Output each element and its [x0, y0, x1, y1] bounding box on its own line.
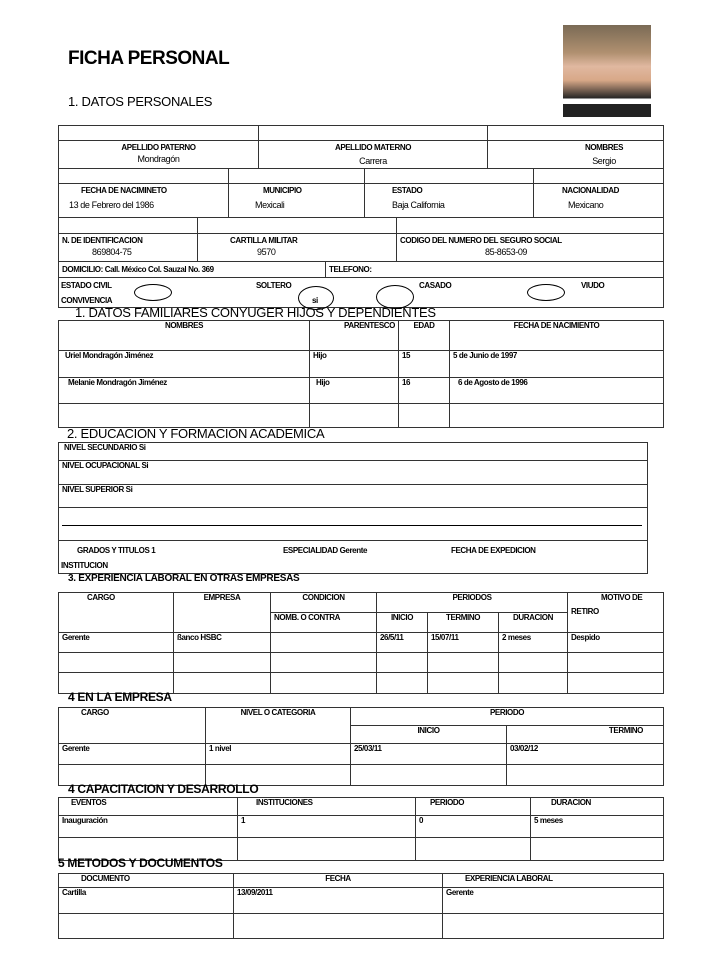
cell: 13/09/2011 — [234, 888, 443, 914]
col-header: NIVEL O CATEGORIA — [206, 708, 351, 744]
empty-cell — [416, 838, 531, 861]
familiares-table — [58, 320, 664, 428]
empty-cell — [499, 673, 568, 694]
label: CARTILLA MILITAR — [230, 236, 298, 245]
estado-civil-box — [58, 277, 664, 308]
col-header: DOCUMENTO — [59, 874, 234, 888]
estado-civil-label: ESTADO CIVIL — [61, 281, 112, 290]
empty-cell — [351, 765, 507, 786]
label: MUNICIPIO — [263, 186, 302, 195]
col-header: INICIO — [351, 726, 507, 744]
label: ESTADO — [392, 186, 423, 195]
empty-cell — [428, 653, 499, 673]
label: RETIRO — [571, 607, 599, 616]
cell: Hijo — [310, 351, 399, 378]
empty-cell — [174, 653, 271, 673]
value: 869804-75 — [92, 247, 132, 257]
value: Baja California — [392, 200, 445, 210]
page-title: FICHA PERSONAL — [68, 48, 230, 69]
fecha-expedicion-label: FECHA DE EXPEDICION — [451, 546, 536, 555]
capacitacion-table — [58, 797, 664, 861]
empty-cell — [59, 914, 234, 939]
cell: 15/07/11 — [428, 633, 499, 653]
nacionalidad-cell — [534, 184, 664, 218]
col-header: CONDICION — [271, 593, 377, 613]
table-row — [59, 404, 664, 428]
cartilla-cell — [198, 234, 397, 262]
table-row — [59, 816, 664, 838]
nivel-secundario: NIVEL SECUNDARIO Si — [59, 443, 648, 461]
institucion-label: INSTITUCION — [61, 561, 108, 570]
soltero-value: si — [312, 296, 318, 305]
table-row — [59, 653, 664, 673]
empty-cell — [377, 673, 428, 694]
section-heading-en-la-empresa: 4 EN LA EMPRESA — [68, 690, 172, 704]
cell: Uriel Mondragón Jiménez — [59, 351, 310, 378]
table-row — [59, 378, 664, 404]
datos-personales-birth — [58, 168, 664, 218]
value: Mexicano — [568, 200, 604, 210]
empty-cell — [59, 653, 174, 673]
cell: ßanco HSBC — [174, 633, 271, 653]
nivel-ocupacional: NIVEL OCUPACIONAL Si — [59, 461, 648, 485]
label: APELLIDO PATERNO — [121, 143, 196, 152]
empty-cell — [271, 673, 377, 694]
col-header: EVENTOS — [59, 798, 238, 816]
empty-cell — [238, 838, 416, 861]
cell — [271, 633, 377, 653]
fecha-nacimiento-cell — [59, 184, 229, 218]
section-heading-datos-personales: 1. DATOS PERSONALES — [68, 94, 213, 109]
grados-label: GRADOS Y TITULOS 1 — [77, 546, 156, 555]
label: FECHA DE NACIMINETO — [81, 186, 167, 195]
estado-cell — [365, 184, 534, 218]
col-header: INSTITUCIONES — [238, 798, 416, 816]
section-heading-educacion: 2. EDUCACION Y FORMACION ACADEMICA — [67, 426, 325, 441]
label: MOTIVO DE — [601, 593, 643, 602]
col-header: FECHA — [234, 874, 443, 888]
en-la-empresa-table — [58, 707, 664, 786]
datos-personales-domicilio — [58, 261, 664, 278]
col-header: EMPRESA — [174, 593, 271, 633]
table-row — [59, 744, 664, 765]
section-heading-metodos: 5 METODOS Y DOCUMENTOS — [58, 856, 223, 870]
cell: Hijo — [310, 378, 399, 404]
municipio-cell — [229, 184, 365, 218]
metodos-table — [58, 873, 664, 939]
viudo-option[interactable] — [527, 284, 565, 301]
domicilio-cell: DOMICILIO: Call. México Col. Sauzal No. 369 — [59, 262, 326, 278]
datos-personales-ids — [58, 217, 664, 262]
empty-cell — [174, 673, 271, 694]
empty-cell — [568, 673, 664, 694]
educacion-table — [58, 442, 648, 574]
cell: 03/02/12 — [507, 744, 664, 765]
empty-cell — [568, 653, 664, 673]
col-header: DURACION — [531, 798, 664, 816]
experiencia-table — [58, 592, 664, 694]
col-header: DURACION — [499, 613, 568, 633]
cell: 0 — [416, 816, 531, 838]
col-header-motivo — [568, 593, 664, 633]
especialidad-label: ESPECIALIDAD Gerente — [283, 546, 368, 555]
casado-label: CASADO — [419, 281, 452, 290]
empty-cell — [443, 914, 664, 939]
table-row — [59, 351, 664, 378]
value: Carrera — [359, 156, 387, 166]
value: Sergio — [592, 156, 616, 166]
col-header: PERIODO — [416, 798, 531, 816]
nombres-cell — [488, 141, 664, 169]
cell: 26/5/11 — [377, 633, 428, 653]
empty-cell — [531, 838, 664, 861]
empty-cell — [271, 653, 377, 673]
cell: 5 de Junio de 1997 — [450, 351, 664, 378]
cell: Gerente — [443, 888, 664, 914]
cell: 15 — [399, 351, 450, 378]
empty-cell — [377, 653, 428, 673]
value: Mondragón — [137, 154, 180, 164]
empty-cell — [499, 653, 568, 673]
cell: Cartilla — [59, 888, 234, 914]
profile-photo — [563, 25, 651, 117]
cell: 1 nivel — [206, 744, 351, 765]
cell: 6 de Agosto de 1996 — [450, 378, 664, 404]
apellido-materno-cell — [259, 141, 488, 169]
col-header: INICIO — [377, 613, 428, 633]
telefono-cell: TELEFONO: — [326, 262, 664, 278]
label: N. DE IDENTIFICACION — [62, 236, 143, 245]
convivencia-option[interactable] — [134, 284, 172, 301]
col-header: PERIODO — [351, 708, 664, 726]
table-row — [59, 914, 664, 939]
cell: Gerente — [59, 633, 174, 653]
label: NACIONALIDAD — [562, 186, 619, 195]
cell: 5 meses — [531, 816, 664, 838]
table-row — [59, 633, 664, 653]
col-header: EDAD — [399, 321, 450, 351]
divider — [62, 525, 642, 526]
section-heading-datos-familiares: 1. DATOS FAMILIARES CONYUGER HIJOS Y DEPENDIENTES — [75, 305, 436, 320]
cell: 1 — [238, 816, 416, 838]
cell: Melanie Mondragón Jiménez — [59, 378, 310, 404]
col-header: TERMINO — [428, 613, 499, 633]
col-header: CARGO — [59, 593, 174, 633]
label: CODIGO DEL NUMERO DEL SEGURO SOCIAL — [400, 236, 562, 245]
col-header: FECHA DE NACIMIENTO — [450, 321, 664, 351]
convivencia-label: CONVIVENCIA — [61, 296, 113, 305]
viudo-label: VIUDO — [581, 281, 605, 290]
label: NOMBRES — [584, 143, 624, 152]
empty-cell — [428, 673, 499, 694]
soltero-label: SOLTERO — [256, 281, 292, 290]
col-header: CARGO — [59, 708, 206, 744]
cell: Despido — [568, 633, 664, 653]
col-header: PARENTESCO — [310, 321, 399, 351]
col-header: EXPERIENCIA LABORAL — [443, 874, 664, 888]
nss-cell — [397, 234, 664, 262]
col-header: NOMBRES — [59, 321, 310, 351]
cell: 25/03/11 — [351, 744, 507, 765]
value: 85-8653-09 — [485, 247, 528, 257]
col-header: PERIODOS — [377, 593, 568, 613]
grados-row — [59, 541, 648, 574]
empty-cell — [234, 914, 443, 939]
nivel-superior: NIVEL SUPERIOR Si — [59, 485, 648, 508]
col-header: TERMINO — [507, 726, 664, 744]
identificacion-cell — [59, 234, 198, 262]
apellido-paterno-cell — [59, 141, 259, 169]
empty-cell — [507, 765, 664, 786]
cell: 2 meses — [499, 633, 568, 653]
col-header: NOMB. O CONTRA — [271, 613, 377, 633]
section-heading-capacitacion: 4 CAPACITACION Y DESARROLLO — [68, 782, 259, 796]
cell: Inauguración — [59, 816, 238, 838]
table-row — [59, 888, 664, 914]
value: Mexicali — [255, 200, 285, 210]
blank-row — [59, 508, 648, 541]
label: APELLIDO MATERNO — [334, 143, 412, 152]
datos-personales-names — [58, 125, 664, 169]
cell: Gerente — [59, 744, 206, 765]
cell: 16 — [399, 378, 450, 404]
value: 13 de Febrero del 1986 — [69, 200, 154, 210]
section-heading-experiencia: 3. EXPERIENCIA LABORAL EN OTRAS EMPRESAS — [68, 573, 300, 584]
value: 9570 — [257, 247, 276, 257]
